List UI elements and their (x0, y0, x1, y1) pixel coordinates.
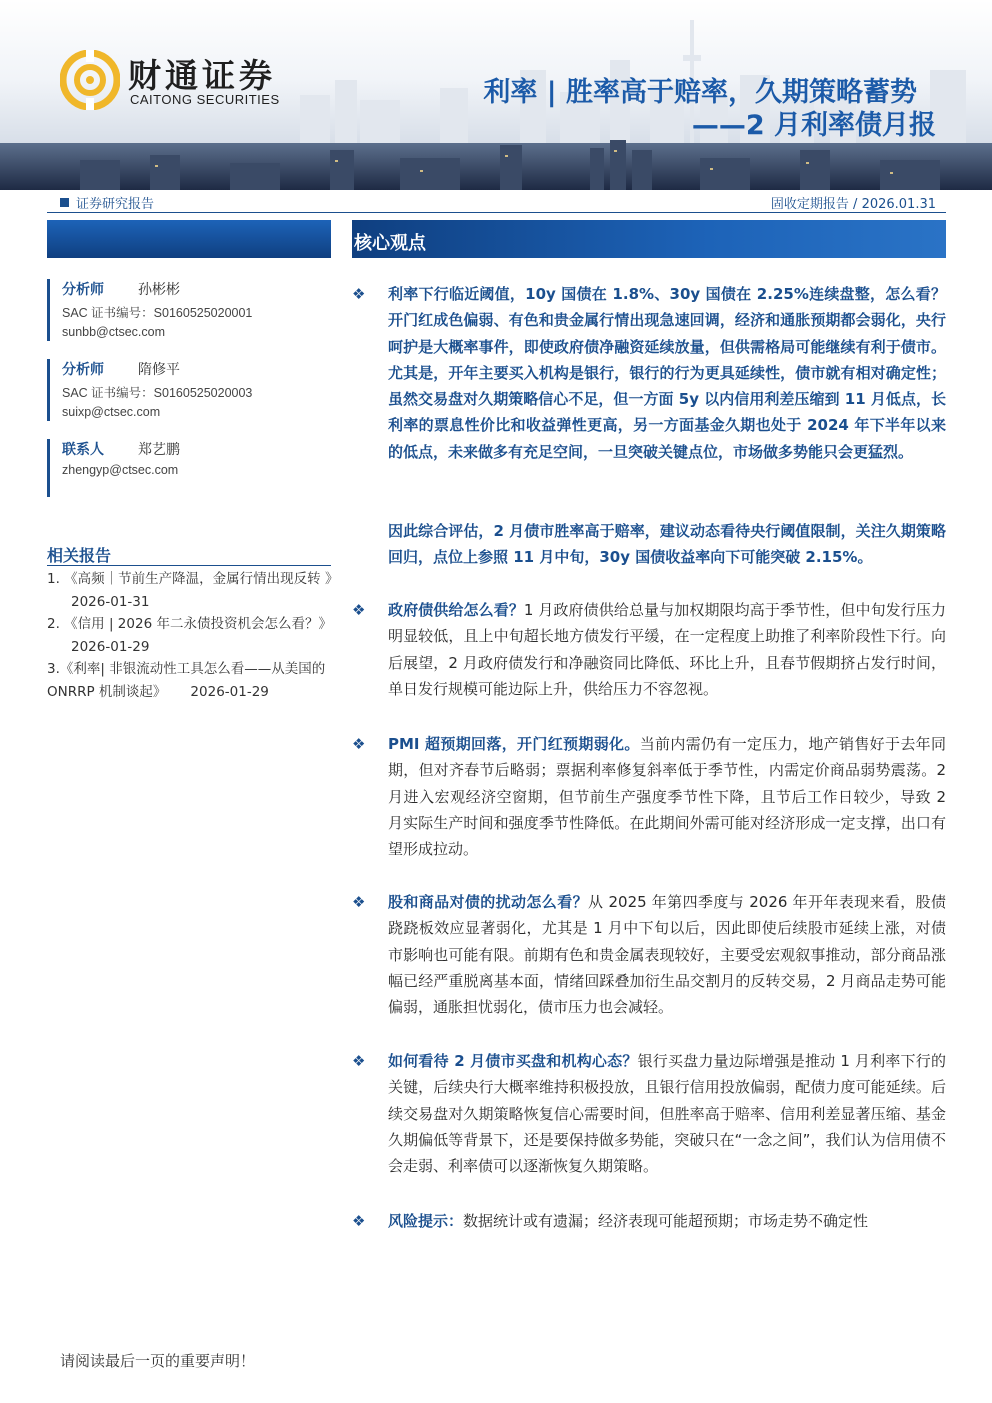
bullet-lead: 政府债供给怎么看？ (388, 601, 524, 619)
bullet-highlight: 因此综合评估，2 月债市胜率高于赔率，建议动态看待央行阈值限制，关注久期策略回归，点位上参照 11 月中旬，30y 国债收益率向下可能突破 2.15%。 (388, 522, 946, 567)
square-bullet-icon (60, 198, 69, 207)
disclaimer-footer: 请阅读最后一页的重要声明！ (60, 1352, 256, 1370)
related-report-date: 2026-01-29 (71, 639, 150, 655)
bullet-body: 从 2025 年第四季度与 2026 年开年表现来看，股债跷跷板效应显著弱化，尤其是 1 月中下旬以后，因此即使后续股市延续上涨，对债市影响也可能有限。前期有色和贵金属表现较好，主要受宏观叙事推动，部分商品涨幅已经严重脱离基本面，情绪回踩叠加衍生品交割月的反转交易，2 月商品走势可能偏弱，通胀担忧弱化，债市压力也会减轻。 (388, 893, 946, 1017)
core-bullet (352, 281, 946, 465)
report-category-date: 固收定期报告 / 2026.01.31 (770, 197, 936, 212)
contact-email[interactable]: zhengyp@ctsec.com (62, 463, 179, 477)
bullet-body: 1 月政府债供给总量与加权期限均高于季节性，但中旬发行压力明显较低，且上中旬超长地方债发行平缓，在一定程度上助推了利率阶段性下行。向后展望，2 月政府债发行和净融资同比降低、环比上升，且春节假期挤占发行时间，单日发行规模可能边际上升，供给压力不容忽视。 (388, 601, 946, 698)
core-view-bar (352, 220, 946, 258)
report-type (60, 193, 154, 212)
brand-name-cn: 财通证券 (128, 56, 276, 95)
diamond-bullet-icon: ❖ (352, 893, 366, 911)
risk-bullet (352, 1208, 946, 1234)
analyst-name: 孙彬彬 (138, 282, 180, 298)
caitong-logo (60, 48, 300, 114)
analyst-email[interactable]: suixp@ctsec.com (62, 405, 161, 419)
related-report-item[interactable] (47, 613, 333, 659)
analyst-card (47, 359, 331, 421)
bullet-lead: 风险提示： (388, 1212, 464, 1230)
analyst-role: 分析师 (62, 282, 104, 298)
diamond-bullet-icon: ❖ (352, 285, 366, 303)
report-header (0, 0, 992, 190)
bullet-lead: 如何看待 2 月债市买盘和机构心态？ (388, 1052, 638, 1070)
core-bullet (352, 597, 946, 702)
caitong-logo-icon (60, 50, 120, 110)
report-type-label: 证券研究报告 (76, 197, 155, 212)
core-view-title: 核心观点 (354, 233, 426, 254)
contact-card (47, 439, 331, 497)
analyst-cert: SAC 证书编号：S0160525020003 (62, 386, 253, 400)
analyst-role: 分析师 (62, 362, 104, 378)
diamond-bullet-icon: ❖ (352, 601, 366, 619)
bullet-highlight: 利率下行临近阈值，10y 国债在 1.8%、30y 国债在 2.25%连续盘整，怎么看？开门红成色偏弱、有色和贵金属行情出现急速回调，经济和通胀预期都会弱化，央行呵护是大概率事件，即使政府债净融资延续放量，但供需格局可能继续有利于债市。尤其是，开年主要买入机构是银行，银行的行为更具延续性，债市就有相对确定性；虽然交易盘对久期策略信心不足，但一方面 5y 以内信用利差压缩到 11 月低点，长利率的票息性价比和收益弹性更高，另一方面基金久期也处于 2024 年下半年以来的低点，未来做多有充足空间，一旦突破关键点位，市场做多势能只会更猛烈。 (388, 285, 946, 461)
analyst-email[interactable]: sunbb@ctsec.com (62, 325, 166, 339)
related-report-text[interactable]: 1. 《高频｜节前生产降温，金属行情出现反转 》 (47, 571, 339, 587)
header-divider (47, 212, 946, 213)
related-report-item[interactable] (47, 658, 333, 704)
related-report-date: 2026-01-31 (71, 594, 150, 610)
related-divider (47, 565, 331, 566)
related-reports-title: 相关报告 (47, 546, 112, 565)
related-report-text[interactable]: 2. 《信用 | 2026 年二永债投资机会怎么看？》 (47, 616, 332, 632)
analyst-name: 隋修平 (138, 362, 180, 378)
related-report-text[interactable]: 3.《利率| 非银流动性工具怎么看——从美国的 ONRRP 机制谈起》 (47, 661, 326, 700)
bullet-body: 数据统计或有遗漏；经济表现可能超预期；市场走势不确定性 (463, 1212, 869, 1230)
bullet-lead: 股和商品对债的扰动怎么看？ (388, 893, 588, 911)
related-report-item[interactable] (47, 568, 339, 614)
related-report-date: 2026-01-29 (190, 684, 269, 700)
core-bullet (352, 1048, 946, 1179)
core-bullet (352, 889, 946, 1020)
bullet-body: 当前内需仍有一定压力，地产销售好于去年同期，但对齐春节后略弱；票据利率修复斜率低于季节性，内需定价商品弱势震荡。2 月进入宏观经济空窗期，但节前生产强度季节性下降，且节后工作日较少，导致 2 月实际生产时间和强度季节性降低。在此期间外需可能对经济形成一定支撑，出口有望形成拉动。 (388, 735, 946, 859)
diamond-bullet-icon: ❖ (352, 1052, 366, 1070)
bullet-lead: PMI 超预期回落，开门红预期弱化。 (388, 735, 640, 753)
sidebar-header-bar (47, 220, 331, 258)
contact-role: 联系人 (62, 442, 104, 458)
bullet-body: 银行买盘力量边际增强是推动 1 月利率下行的关键，后续央行大概率维持积极投放，且银行信用投放偏弱，配债力度可能延续。后续交易盘对久期策略恢复信心需要时间，但胜率高于赔率、信用利差显著压缩、基金久期偏低等背景下，还是要保持做多势能，突破只在“一念之间”，我们认为信用债不会走弱、利率债可以逐渐恢复久期策略。 (388, 1052, 946, 1176)
core-bullet (352, 731, 946, 862)
core-paragraph (352, 518, 946, 571)
report-subtitle: ——2 月利率债月报 (691, 110, 936, 141)
diamond-bullet-icon: ❖ (352, 1212, 366, 1230)
diamond-bullet-icon: ❖ (352, 735, 366, 753)
report-title: 利率 | 胜率高于赔率，久期策略蓄势 (483, 77, 917, 108)
analyst-card (47, 279, 331, 341)
brand-name-en: CAITONG SECURITIES (130, 92, 280, 107)
contact-name: 郑艺鹏 (138, 442, 180, 458)
analyst-cert: SAC 证书编号：S0160525020001 (62, 306, 253, 320)
